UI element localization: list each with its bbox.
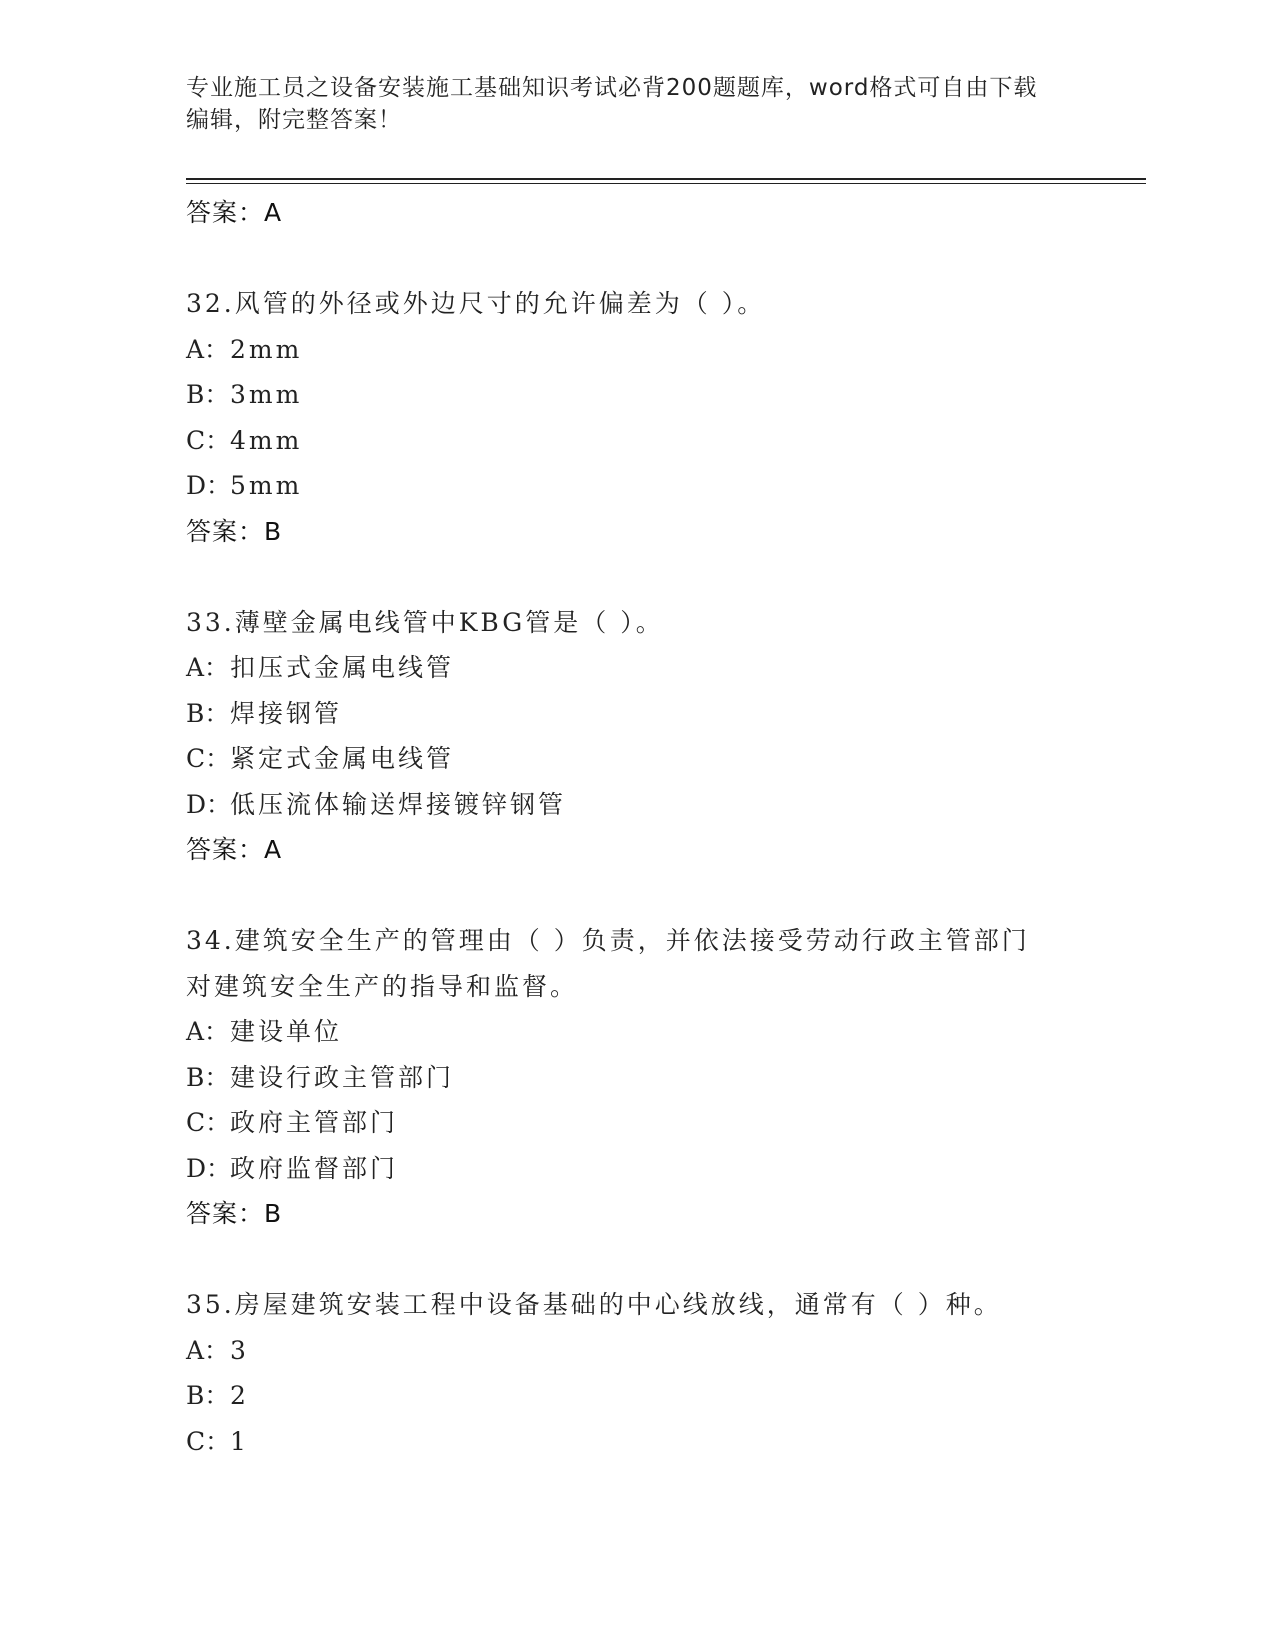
answer-line: 答案：A bbox=[186, 835, 283, 864]
option-label: B： bbox=[186, 380, 230, 409]
option-item bbox=[186, 691, 1146, 737]
spacer bbox=[186, 554, 1146, 600]
option-text: 焊接钢管 bbox=[230, 698, 343, 728]
option-text: 5mm bbox=[230, 471, 303, 500]
option-item bbox=[186, 1009, 1146, 1055]
option-item bbox=[186, 463, 1146, 509]
option-text: 3mm bbox=[230, 380, 303, 409]
option-item bbox=[186, 372, 1146, 418]
option-label: A： bbox=[186, 1017, 230, 1046]
option-label: B： bbox=[186, 1062, 230, 1092]
option-label: C： bbox=[186, 425, 231, 455]
option-label: C： bbox=[186, 1426, 231, 1456]
option-label: B： bbox=[186, 698, 230, 728]
option-text: 政府监督部门 bbox=[230, 1153, 399, 1183]
option-item bbox=[186, 645, 1146, 691]
option-text: 低压流体输送焊接镀锌钢管 bbox=[230, 789, 567, 819]
option-label: B： bbox=[186, 1381, 230, 1410]
option-label: D： bbox=[186, 1153, 232, 1183]
option-text: 建设行政主管部门 bbox=[230, 1062, 455, 1092]
option-label: C： bbox=[186, 744, 231, 773]
option-item bbox=[186, 782, 1146, 828]
option-label: A： bbox=[186, 334, 230, 364]
option-item bbox=[186, 1100, 1146, 1146]
option-text: 扣压式金属电线管 bbox=[230, 653, 455, 682]
option-text: 2mm bbox=[230, 334, 303, 364]
spacer bbox=[186, 873, 1146, 919]
option-item bbox=[186, 1328, 1146, 1374]
question-list bbox=[186, 190, 1146, 1464]
option-item bbox=[186, 1373, 1146, 1419]
option-text: 紧定式金属电线管 bbox=[230, 744, 455, 773]
option-item bbox=[186, 327, 1146, 373]
question-text: 35.房屋建筑安装工程中设备基础的中心线放线，通常有（ ）种。 bbox=[186, 1290, 1002, 1319]
option-text: 政府主管部门 bbox=[230, 1108, 399, 1137]
option-label: C： bbox=[186, 1108, 231, 1137]
option-label: D： bbox=[186, 471, 232, 500]
option-text: 建设单位 bbox=[230, 1017, 343, 1046]
option-item bbox=[186, 1146, 1146, 1192]
option-text: 3 bbox=[230, 1335, 249, 1365]
option-label: A： bbox=[186, 653, 230, 682]
option-text: 2 bbox=[230, 1381, 249, 1410]
option-item bbox=[186, 418, 1146, 464]
question-text: 对建筑安全生产的指导和监督。 bbox=[186, 971, 579, 1001]
answer-line: 答案：A bbox=[186, 198, 283, 227]
option-item bbox=[186, 736, 1146, 782]
header-rule-thick bbox=[186, 178, 1146, 180]
header-line-1: 专业施工员之设备安装施工基础知识考试必背200题题库，word格式可自由下载 bbox=[186, 75, 1038, 101]
answer-line: 答案：B bbox=[186, 1199, 283, 1228]
spacer bbox=[186, 1237, 1146, 1283]
option-label: A： bbox=[186, 1335, 230, 1365]
option-text: 1 bbox=[230, 1426, 249, 1456]
option-item bbox=[186, 1055, 1146, 1101]
option-text: 4mm bbox=[230, 425, 303, 455]
option-label: D： bbox=[186, 789, 232, 819]
option-item bbox=[186, 1419, 1146, 1465]
question-text: 34.建筑安全生产的管理由（ ）负责，并依法接受劳动行政主管部门 bbox=[186, 926, 1030, 955]
document-header bbox=[186, 72, 1066, 136]
header-rule-thin bbox=[186, 183, 1146, 184]
question-text: 32.风管的外径或外边尺寸的允许偏差为（ ）。 bbox=[186, 289, 766, 318]
spacer bbox=[186, 236, 1146, 282]
answer-line: 答案：B bbox=[186, 516, 283, 546]
question-text: 33.薄壁金属电线管中KBG管是（ ）。 bbox=[186, 607, 664, 637]
header-line-2: 编辑，附完整答案！ bbox=[186, 107, 402, 133]
